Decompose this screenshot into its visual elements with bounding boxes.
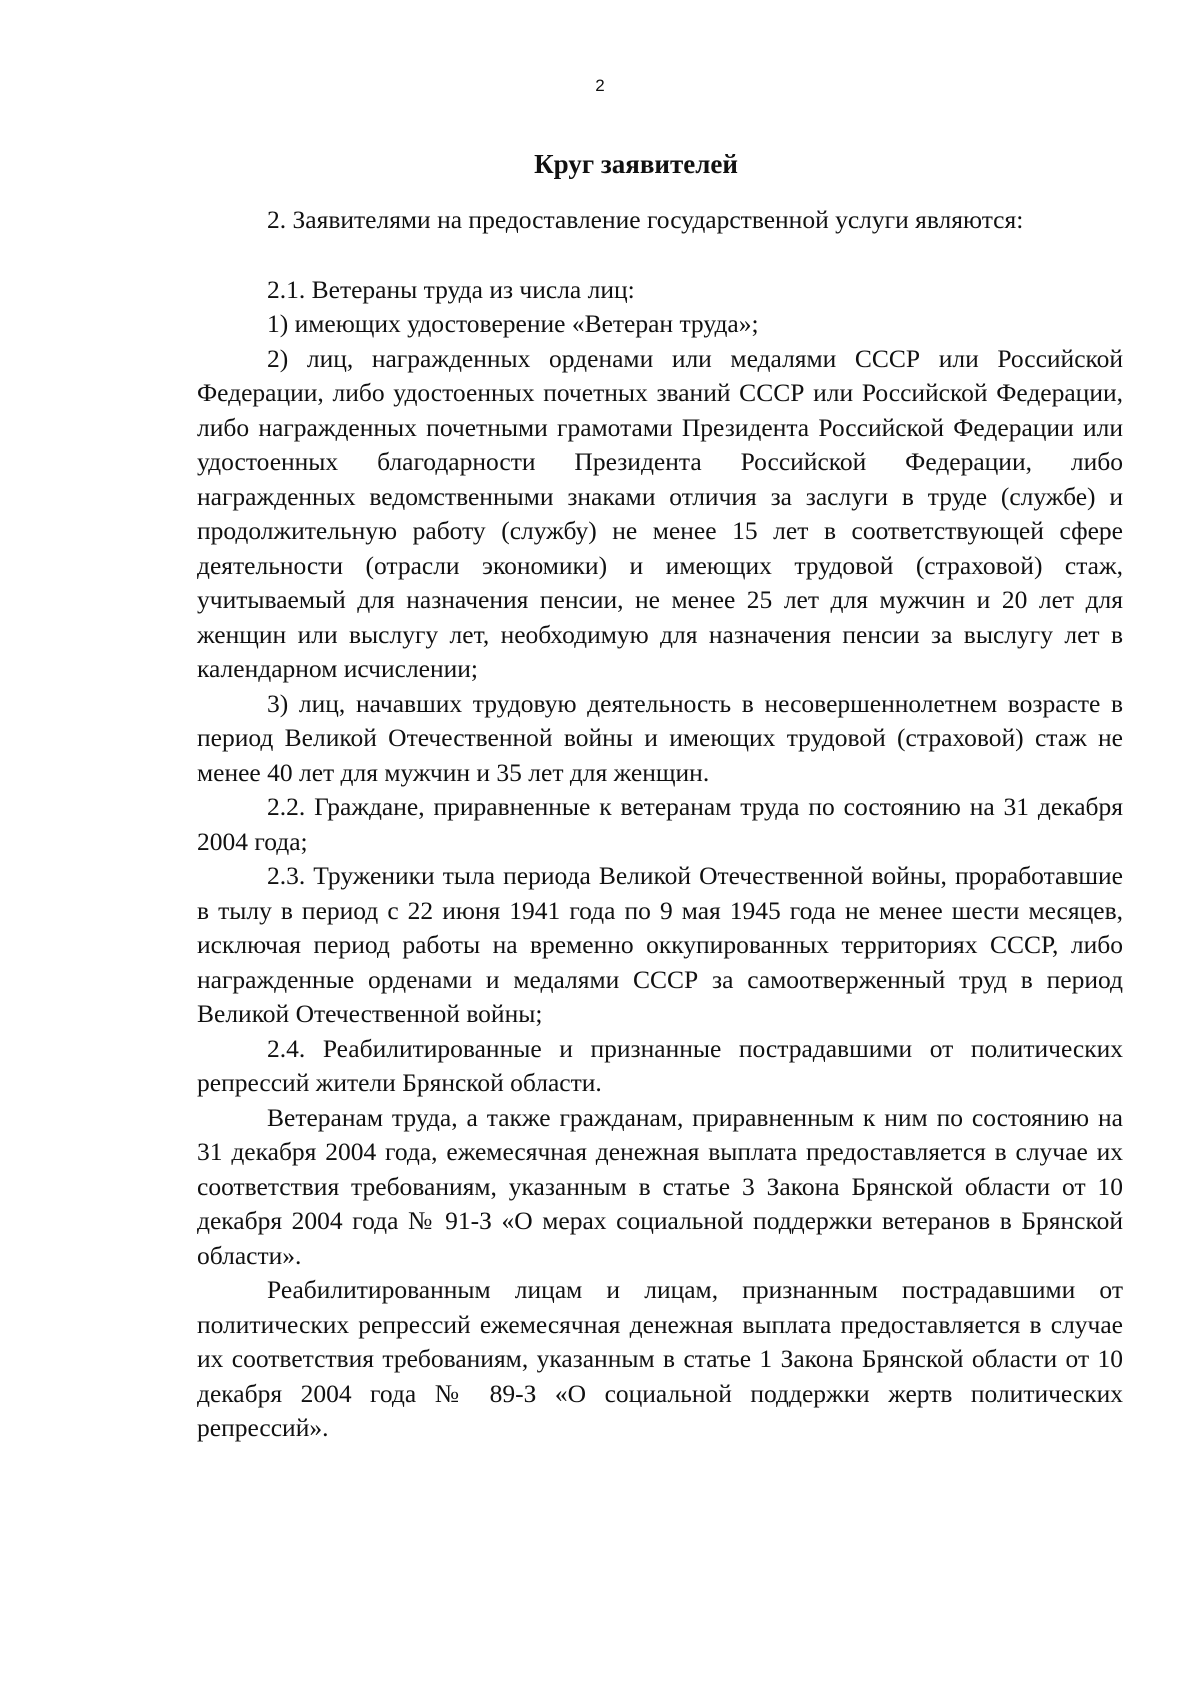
paragraph-intro: 2. Заявителями на предоставление государственной услуги являются: [267, 205, 1024, 234]
paragraph-2-4: 2.4. Реабилитированные и признанные пострадавшими от политических репрессий жители Брянской области. [197, 1033, 1123, 1097]
document-body [197, 203, 1123, 1446]
paragraph-2-1-item-3: 3) лиц, начавших трудовую деятельность в несовершеннолетнем возрасте в период Великой Отечественной войны и имеющих трудовой (страховой) стаж не менее 40 лет для мужчин и 35 лет для женщин. [197, 688, 1123, 787]
paragraph-2-1-item-1: 1) имеющих удостоверение «Ветеран труда»; [267, 309, 759, 338]
paragraph-2-2: 2.2. Граждане, приравненные к ветеранам труда по состоянию на 31 декабря 2004 года; [197, 792, 1123, 856]
paragraph-2-1-item-2: 2) лиц, награжденных орденами или медалями СССР или Российской Федерации, либо удостоенных почетных званий СССР или Российской Федерации, либо награжденных почетными грамотами Президента Российской Федерации или удостоенных благодарности Президента Российской Федерации, либо награжденных ведомственными знаками отличия за заслуги в труде (службе) и продолжительную работу (службу) не менее 15 лет в соответствующей сфере деятельности (отрасли экономики) и имеющих трудовой (страховой) стаж, учитываемый для назначения пенсии, не менее 25 лет для мужчин и 20 лет для женщин или выслугу лет, необходимую для назначения пенсии за выслугу лет в календарном исчислении; [197, 343, 1123, 683]
section-title: Круг заявителей [534, 149, 738, 179]
page-number: 2 [595, 76, 605, 95]
paragraph-rehabilitated-note: Реабилитированным лицам и лицам, признанным пострадавшими от политических репрессий ежемесячная денежная выплата предоставляется в случае их соответствия требованиям, указанным в статье 1 Закона Брянской области от 10 декабря 2004 года № 89-З «О социальной поддержки жертв политических репрессий». [197, 1275, 1123, 1442]
paragraph-veterans-note: Ветеранам труда, а также гражданам, приравненным к ним по состоянию на 31 декабря 2004 года, ежемесячная денежная выплата предоставляется в случае их соответствия требованиям, указанным в статье 3 Закона Брянской области от 10 декабря 2004 года № 91-З «О мерах социальной поддержки ветеранов в Брянской области». [197, 1102, 1123, 1270]
paragraph-2-1: 2.1. Ветераны труда из числа лиц: [267, 274, 635, 304]
paragraph-2-3: 2.3. Труженики тыла периода Великой Отечественной войны, проработавшие в тылу в период с 22 июня 1941 года по 9 мая 1945 года не менее шести месяцев, исключая период работы на временно оккупированных территориях СССР, либо награжденные орденами и медалями СССР за самоотверженный труд в период Великой Отечественной войны; [197, 861, 1123, 1028]
